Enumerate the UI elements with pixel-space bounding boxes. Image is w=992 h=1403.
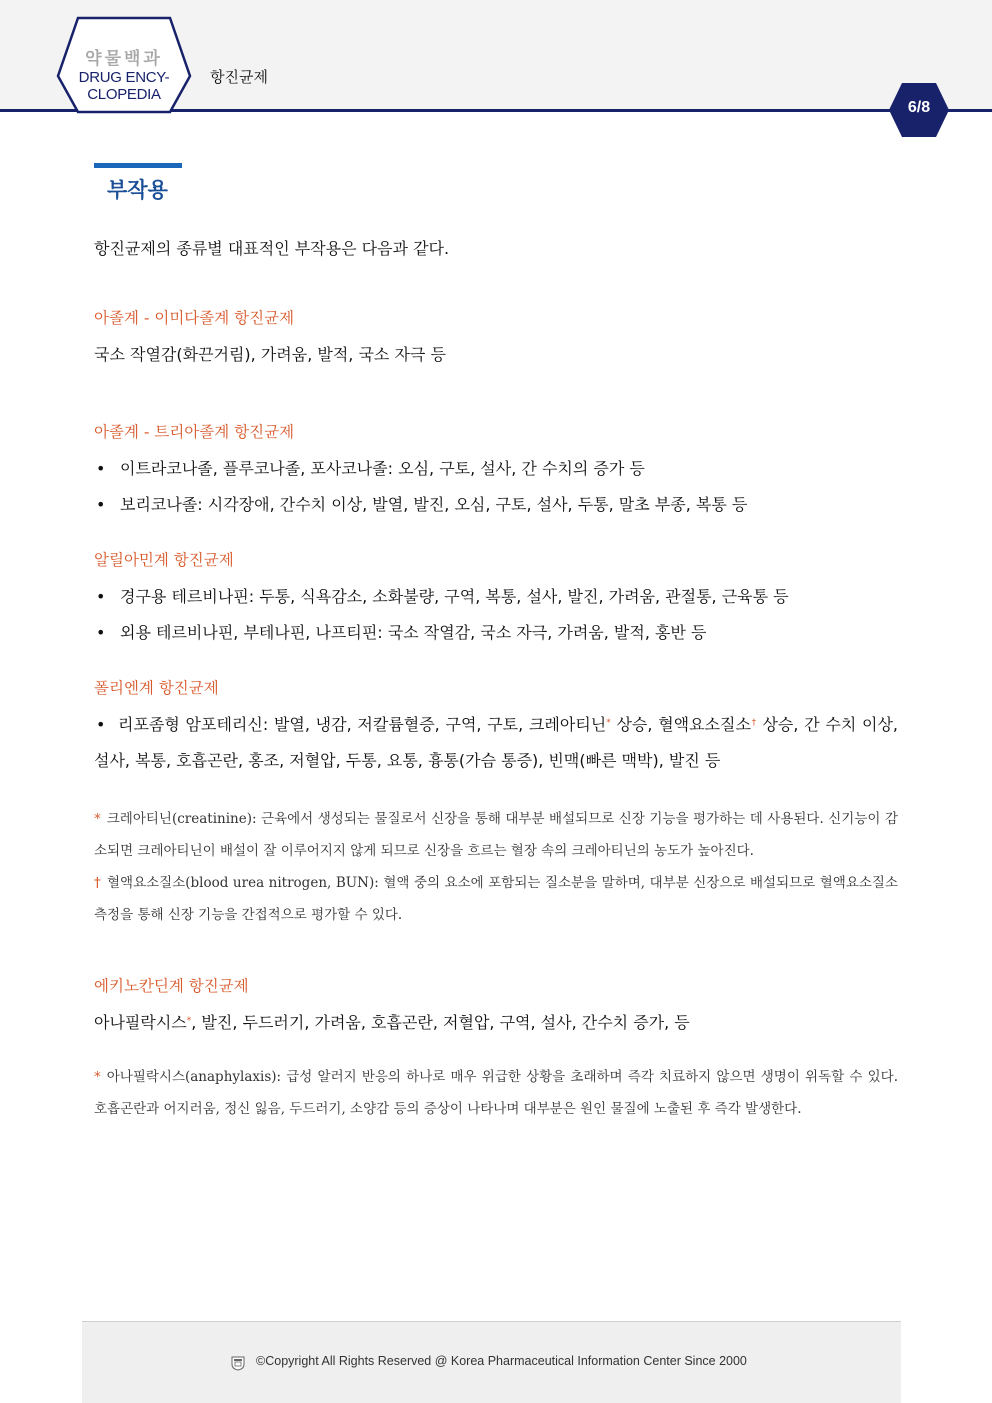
list-item: [94, 615, 898, 651]
section-title: 부작용: [107, 178, 168, 202]
heading-polyene: 폴리엔계 항진균제: [94, 679, 219, 697]
text-imidazole: 국소 작열감(화끈거림), 가려움, 발적, 국소 자극 등: [94, 345, 446, 364]
bullet-icon: •: [96, 715, 106, 734]
footnote-mark: *: [186, 1016, 192, 1026]
bullet-icon: •: [96, 623, 106, 642]
logo-english-line2: CLOPEDIA: [87, 86, 161, 103]
footnote-text: 아나필락시스(anaphylaxis): 급성 알러지 반응의 하나로 매우 위급한 상황을 초래하며 즉각 치료하지 않으면 생명이 위독할 수 있다. 호흡곤란과 어지러움, 정신 잃음, 두드러기, 소양감 등의 증상이 나타나며 대부분은 원인 물질에 노출된 후 즉각 발생한다.: [94, 1069, 898, 1117]
copyright-text: ©Copyright All Rights Reserved @ Korea Pharmaceutical Information Center Since 2000: [256, 1354, 747, 1368]
list-item: [94, 579, 898, 615]
kpic-emblem-icon: [230, 1355, 246, 1371]
heading-allylamine: 알릴아민계 항진균제: [94, 551, 234, 569]
list-item-text: 경구용 테르비나핀: 두통, 식욕감소, 소화불량, 구역, 복통, 설사, 발진, 가려움, 관절통, 근육통 등: [120, 587, 789, 606]
logo: [54, 16, 194, 103]
text-echinocandin: [94, 1005, 898, 1041]
page-indicator: 6/8: [907, 99, 931, 116]
footnotes-polyene: [94, 803, 898, 931]
footnote-text: 혈액요소질소(blood urea nitrogen, BUN): 혈액 중의 요소에 포함되는 질소분을 말하며, 대부분 신장으로 배설되므로 혈액요소질소 측정을 통해 신장 기능을 간접적으로 평가할 수 있다.: [94, 875, 899, 923]
heading-imidazole: 아졸계 - 이미다졸계 항진균제: [94, 309, 295, 327]
bullet-icon: •: [96, 587, 106, 606]
footnote-text: 크레아티닌(creatinine): 근육에서 생성되는 물질로서 신장을 통해 대부분 배설되므로 신장 기능을 평가하는 데 사용된다. 신기능이 감소되면 크레아티닌이 배설이 잘 이루어지지 않게 되므로 신장을 흐르는 혈장 속의 크레아티닌의 농도가 높아진다.: [94, 811, 898, 859]
list-item: [94, 451, 898, 487]
list-item-text: 외용 테르비나핀, 부테나핀, 나프티핀: 국소 작열감, 국소 자극, 가려움, 발적, 홍반 등: [120, 623, 707, 642]
main-content: [94, 231, 898, 1125]
list-item-text: 보리코나졸: 시각장애, 간수치 이상, 발열, 발진, 오심, 구토, 설사, 두통, 말초 부종, 복통 등: [120, 495, 748, 514]
polyene-text-part3: 상승, 간 수치 이상, 설사, 복통, 호흡곤란, 홍조, 저혈압, 두통, 요통, 흉통(가슴 통증), 빈맥(빠른 맥박), 발진 등: [94, 715, 899, 770]
polyene-text-part2: 상승, 혈액요소질소: [610, 715, 751, 734]
footnote-anaphylaxis: [94, 1061, 898, 1125]
heading-triazole: 아졸계 - 트리아졸계 항진균제: [94, 423, 295, 441]
footnote-mark: *: [94, 811, 101, 827]
footnote-mark: *: [606, 718, 611, 728]
list-item-text: 이트라코나졸, 플루코나졸, 포사코나졸: 오심, 구토, 설사, 간 수치의 증가 등: [120, 459, 645, 478]
list-item-polyene: [94, 707, 898, 779]
bullet-icon: •: [96, 495, 106, 514]
section-title-bar: [94, 163, 182, 168]
footnote-mark: †: [750, 718, 757, 728]
intro-paragraph: 항진균제의 종류별 대표적인 부작용은 다음과 같다.: [94, 239, 450, 258]
page-footer: [82, 1321, 901, 1403]
logo-korean: 약물백과: [85, 49, 163, 69]
echinocandin-text-part1: 아나필락시스: [94, 1013, 187, 1032]
footnote-creatinine: [94, 803, 898, 867]
polyene-text-part1: 리포좀형 암포테리신: 발열, 냉감, 저칼륨혈증, 구역, 구토, 크레아티닌: [118, 715, 607, 734]
logo-english-line1: DRUG ENCY-: [78, 69, 170, 86]
list-item: [94, 487, 898, 523]
heading-echinocandin: 에키노칸딘계 항진균제: [94, 977, 249, 995]
footnote-mark: †: [94, 875, 102, 891]
echinocandin-text-part2: , 발진, 두드러기, 가려움, 호흡곤란, 저혈압, 구역, 설사, 간수치 증가, 등: [191, 1013, 690, 1032]
footnote-mark: *: [94, 1069, 101, 1085]
footnote-bun: [94, 867, 898, 931]
document-title: 항진균제: [210, 68, 268, 86]
bullet-icon: •: [96, 459, 106, 478]
